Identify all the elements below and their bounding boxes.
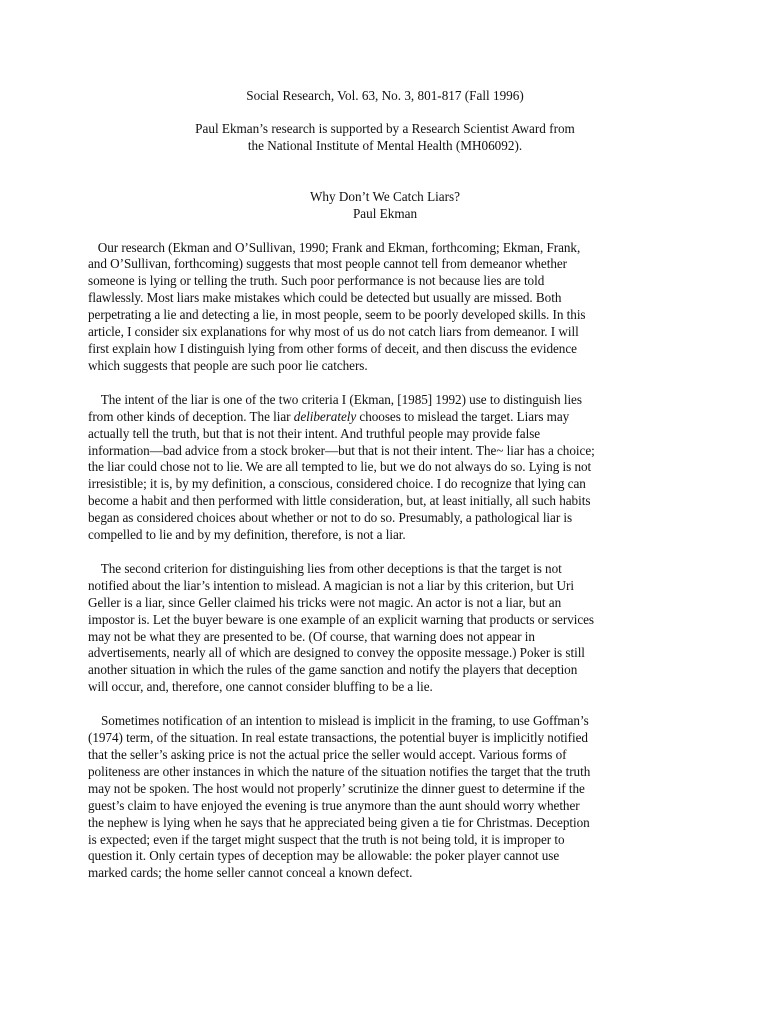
text-line: marked cards; the home seller cannot conceal a known defect. xyxy=(88,865,413,881)
text-line: first explain how I distinguish lying from other forms of deceit, and then discuss the evidence xyxy=(88,340,577,356)
body-paragraph xyxy=(88,713,682,882)
article-heading xyxy=(88,189,682,223)
text-line: perpetrating a lie and detecting a lie, in most people, seem to be poorly developed skills. In this xyxy=(88,307,586,323)
document-page xyxy=(88,88,682,899)
text-line: irresistible; it is, by my definition, a conscious, considered choice. I do recognize that lying can xyxy=(88,476,586,492)
text-line: The second criterion for distinguishing lies from other deceptions is that the target is not xyxy=(88,560,562,576)
journal-citation-line: Social Research, Vol. 63, No. 3, 801-817 (Fall 1996) xyxy=(246,88,524,103)
text-line: is expected; even if the target might suspect that the truth is not being told, it is improper to xyxy=(88,831,565,847)
text-line: The intent of the liar is one of the two criteria I (Ekman, [1985] 1992) use to distinguish lies xyxy=(88,391,582,407)
body-paragraph xyxy=(88,392,682,544)
text-line: compelled to lie and by my definition, therefore, is not a liar. xyxy=(88,527,406,543)
text-line: began as considered choices about whether or not to do so. Presumably, a pathological liar is xyxy=(88,510,573,526)
text-line: the nephew is lying when he says that he appreciated being given a tie for Christmas. Deception xyxy=(88,814,590,830)
text-line: information—bad advice from a stock broker—but that is not their intent. The~ liar has a choice; xyxy=(88,442,595,458)
text-line: Sometimes notification of an intention to mislead is implicit in the framing, to use Goffman’s xyxy=(88,713,589,729)
body-paragraph xyxy=(88,561,682,696)
text-line: that the seller’s asking price is not the actual price the seller would accept. Various forms of xyxy=(88,747,567,762)
text-line: another situation in which the rules of the game sanction and notify the players that deception xyxy=(88,662,578,678)
emphasized-word: deliberately xyxy=(293,408,357,424)
text-line: guest’s claim to have enjoyed the evening is true anymore than the aunt should worry whether xyxy=(88,797,580,813)
article-title: Why Don’t We Catch Liars? xyxy=(309,188,461,204)
article-author: Paul Ekman xyxy=(352,205,418,221)
funding-note-line: Paul Ekman’s research is supported by a Research Scientist Award from xyxy=(195,120,575,136)
text-line: the liar could chose not to lie. We are all tempted to lie, but we do not always do so. Lying is not xyxy=(88,459,592,475)
text-line: Geller is a liar, since Geller claimed his tricks were not magic. An actor is not a liar, but an xyxy=(88,594,562,610)
text-line: become a habit and then performed with little consideration, but, at least initially, all such habits xyxy=(88,493,591,509)
text-line: impostor is. Let the buyer beware is one example of an explicit warning that products or services xyxy=(88,611,595,627)
text-line: flawlessly. Most liars make mistakes which could be detected but usually are missed. Both xyxy=(88,290,562,306)
text-line: politeness are other instances in which the nature of the situation notifies the target that the truth xyxy=(88,763,591,779)
text-line: someone is lying or telling the truth. Such poor performance is not because lies are told xyxy=(88,273,545,289)
text-line: article, I consider six explanations for why most of us do not catch liars from demeanor. I will xyxy=(88,324,579,340)
text-line: may not be what they are presented to be. (Of course, that warning does not appear in xyxy=(88,628,535,644)
text-line: advertisements, nearly all of which are designed to convey the opposite message.) Poker is still xyxy=(88,645,585,661)
funding-note xyxy=(88,121,682,155)
text-line: Our research (Ekman and O’Sullivan, 1990; Frank and Ekman, forthcoming; Ekman, Frank, xyxy=(88,239,581,255)
text-line: question it. Only certain types of deception may be allowable: the poker player cannot use xyxy=(88,848,560,864)
text-line xyxy=(88,409,682,426)
text-line: (1974) term, of the situation. In real estate transactions, the potential buyer is implicitly notified xyxy=(88,730,588,746)
funding-note-line: the National Institute of Mental Health (MH06092). xyxy=(247,137,523,153)
text-segment: from other kinds of deception. The liar xyxy=(88,408,294,424)
text-line: will occur, and, therefore, one cannot consider bluffing to be a lie. xyxy=(88,679,433,695)
text-segment: chooses to mislead the target. Liars may xyxy=(356,408,570,424)
body-paragraph xyxy=(88,240,682,375)
text-line: which suggests that people are such poor lie catchers. xyxy=(88,357,368,373)
text-line: notified about the liar’s intention to mislead. A magician is not a liar by this criterion, but Uri xyxy=(88,577,574,593)
text-line: may not be spoken. The host would not properly’ scrutinize the dinner guest to determine if the xyxy=(88,780,585,796)
journal-citation xyxy=(88,88,682,105)
text-line: and O’Sullivan, forthcoming) suggests that most people cannot tell from demeanor whether xyxy=(88,256,568,272)
text-line: actually tell the truth, but that is not their intent. And truthful people may provide false xyxy=(88,425,541,441)
